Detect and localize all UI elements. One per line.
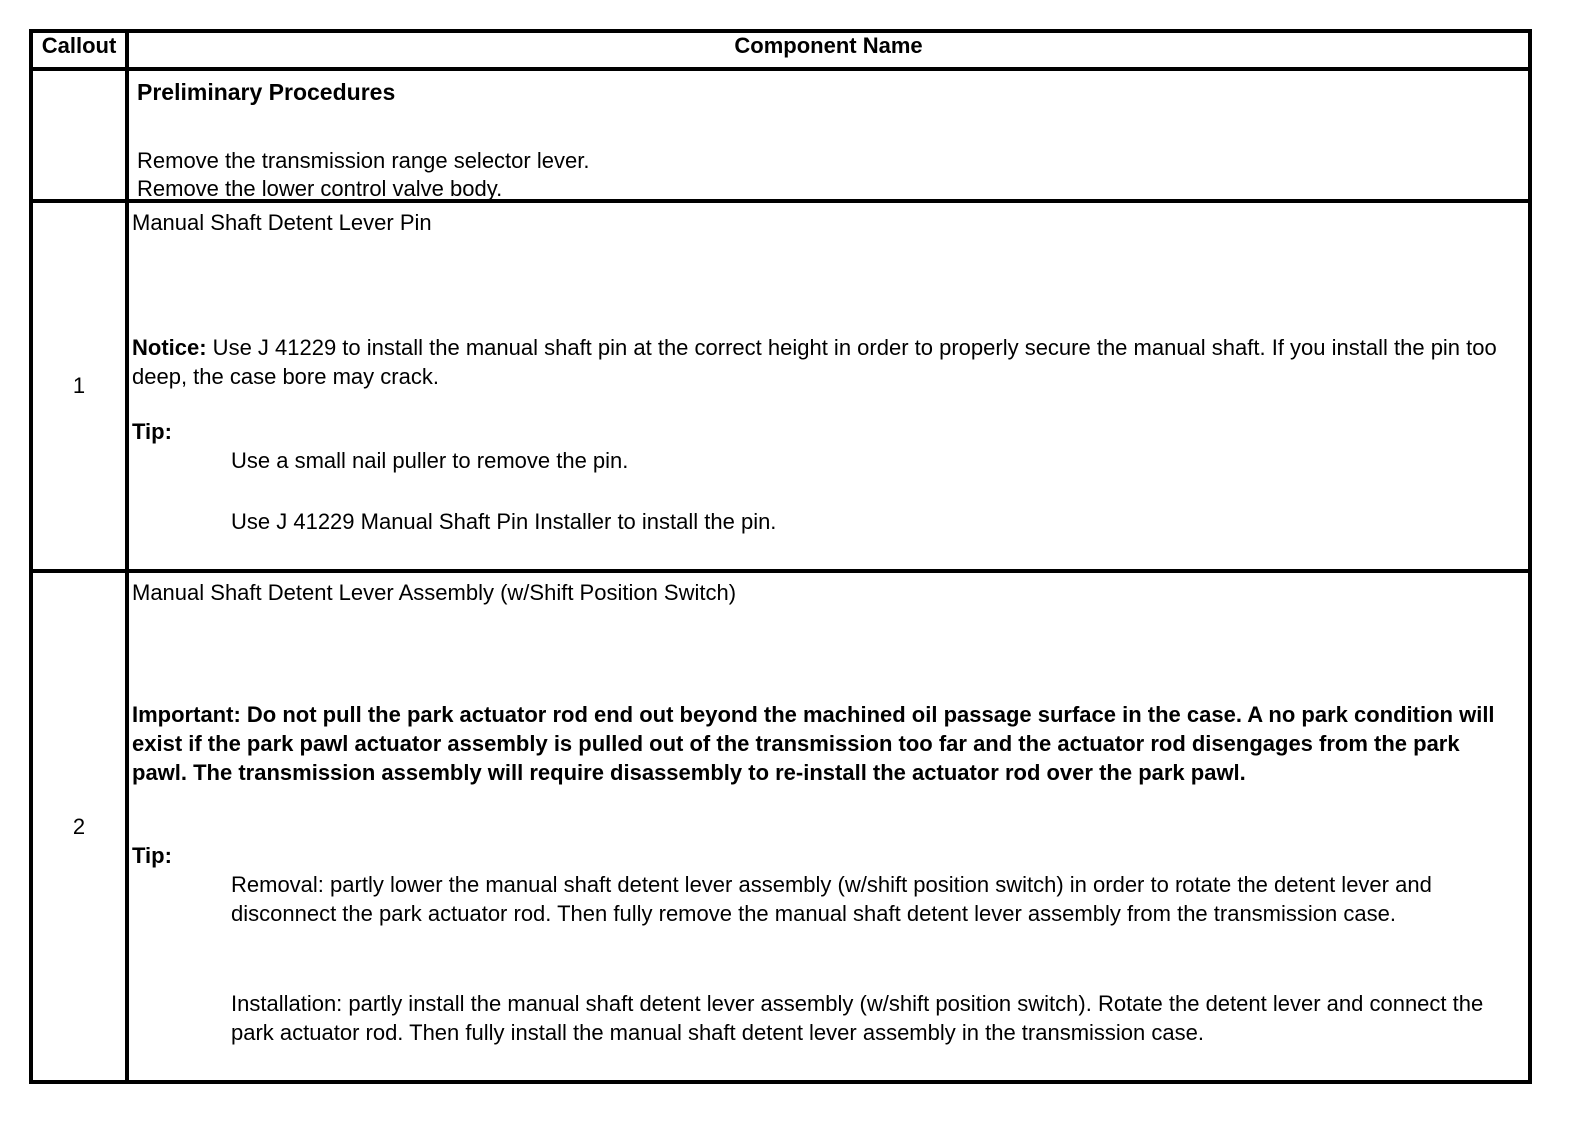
table-row-callout-1: [31, 201, 1530, 571]
notice-label: Notice:: [132, 335, 207, 360]
notice-text: [132, 333, 1512, 391]
header-component-name: Component Name: [127, 31, 1530, 69]
component-cell: [127, 201, 1530, 571]
tip-label: Tip:: [132, 419, 172, 444]
component-table: [29, 29, 1532, 1084]
preliminary-cell: [127, 69, 1530, 201]
component-cell: [127, 571, 1530, 1082]
tip-item: Use J 41229 Manual Shaft Pin Installer to install the pin.: [231, 509, 777, 534]
preliminary-steps: [137, 147, 589, 203]
tip-item: Use a small nail puller to remove the pin.: [231, 448, 629, 473]
preliminary-title: Preliminary Procedures: [137, 79, 396, 105]
callout-cell-empty: [31, 69, 127, 201]
notice-body: Use J 41229 to install the manual shaft pin at the correct height in order to properly secure the manual shaft. If you install the pin too deep, the case bore may crack.: [132, 335, 1497, 389]
callout-number: 2: [31, 571, 127, 1082]
header-callout: Callout: [31, 31, 127, 69]
tip-item: Installation: partly install the manual shaft detent lever assembly (w/shift position switch). Rotate the detent lever and connect the park actuator rod. Then fully install the manual shaft detent lever assembly in the transmission case.: [231, 991, 1484, 1045]
component-name: Manual Shaft Detent Lever Assembly (w/Shift Position Switch): [132, 580, 737, 605]
important-text: Important: Do not pull the park actuator rod end out beyond the machined oil passage surface in the case. A no park condition will exist if the park pawl actuator assembly is pulled out of the transmission too far and the actuator rod disengages from the park pawl. The transmission assembly will require disassembly to re-install the actuator rod over the park pawl.: [132, 702, 1495, 785]
tip-label: Tip:: [132, 843, 172, 868]
callout-number: 1: [31, 201, 127, 571]
table-row-preliminary: [31, 69, 1530, 201]
preliminary-step: Remove the lower control valve body.: [137, 176, 503, 201]
table-row-callout-2: [31, 571, 1530, 1082]
preliminary-step: Remove the transmission range selector lever.: [137, 148, 590, 173]
tip-item: Removal: partly lower the manual shaft detent lever assembly (w/shift position switch) in order to rotate the detent lever and disconnect the park actuator rod. Then fully remove the manual shaft detent lever assembly from the transmission case.: [231, 872, 1432, 926]
table-header-row: [31, 31, 1530, 69]
component-name: Manual Shaft Detent Lever Pin: [132, 210, 432, 235]
